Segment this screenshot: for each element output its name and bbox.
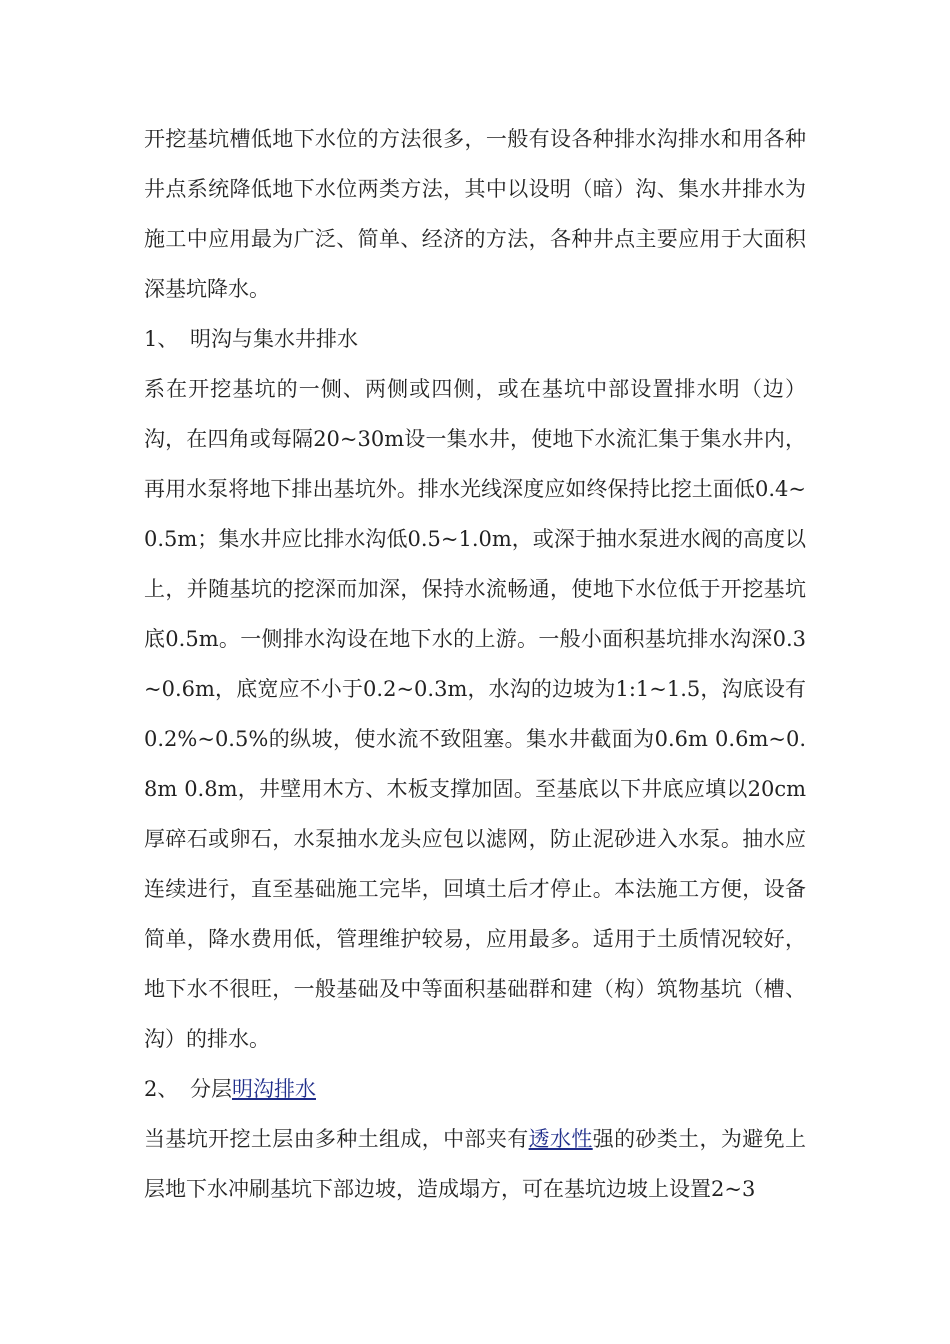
section-1-paragraph: 系在开挖基坑的一侧、两侧或四侧，或在基坑中部设置排水明（边）沟，在四角或每隔20~30m设一集水井，使地下水流汇集于集水井内，再用水泵将地下排出基坑外。排水光线深度应如终保持比挖土面低0.4~0.5m；集水井应比排水沟低0.5~1.0m，或深于抽水泵进水阀的高度以上，并随基坑的挖深而加深，保持水流畅通，使地下水位低于开挖基坑底0.5m。一侧排水沟设在地下水的上游。一般小面积基坑排水沟深0.3~0.6m，底宽应不小于0.2~0.3m，水沟的边坡为1:1~1.5，沟底设有0.2%~0.5%的纵坡，使水流不致阻塞。集水井截面为0.6m 0.6m~0.8m 0.8m，井壁用木方、木板支撑加固。至基底以下井底应填以20cm 厚碎石或卵石，水泵抽水龙头应包以滤网，防止泥砂进入水泵。抽水应连续进行，直至基础施工完毕，回填土后才停止。本法施工方便，设备简单，降水费用低，管理维护较易，应用最多。适用于土质情况较好，地下水不很旺，一般基础及中等面积基础群和建（构）筑物基坑（槽、沟）的排水。 xyxy=(144,377,806,1051)
section-2-text-after: 强的砂类土，为避免上层地下水冲刷基坑下部边坡，造成塌方，可在基坑边坡上设置2~3 xyxy=(144,1127,807,1201)
section-2-title: 分层 xyxy=(190,1077,232,1101)
section-2-number: 2、 xyxy=(144,1077,179,1101)
section-1-title: 明沟与集水井排水 xyxy=(190,327,358,351)
intro-paragraph: 开挖基坑槽低地下水位的方法很多，一般有设各种排水沟排水和用各种井点系统降低地下水位两类方法，其中以设明（暗）沟、集水井排水为施工中应用最为广泛、简单、经济的方法，各种井点主要应用于大面积深基坑降水。 xyxy=(144,127,806,301)
permeability-link[interactable]: 透水性 xyxy=(528,1127,593,1151)
section-1-heading xyxy=(144,314,806,364)
section-1-number: 1、 xyxy=(144,327,179,351)
section-2-heading xyxy=(144,1064,806,1114)
section-2-paragraph xyxy=(144,1114,806,1214)
section-2-title-link[interactable]: 明沟排水 xyxy=(232,1077,316,1101)
document-body xyxy=(144,114,806,1214)
section-2-text-before: 当基坑开挖土层由多种土组成，中部夹有 xyxy=(144,1127,529,1151)
